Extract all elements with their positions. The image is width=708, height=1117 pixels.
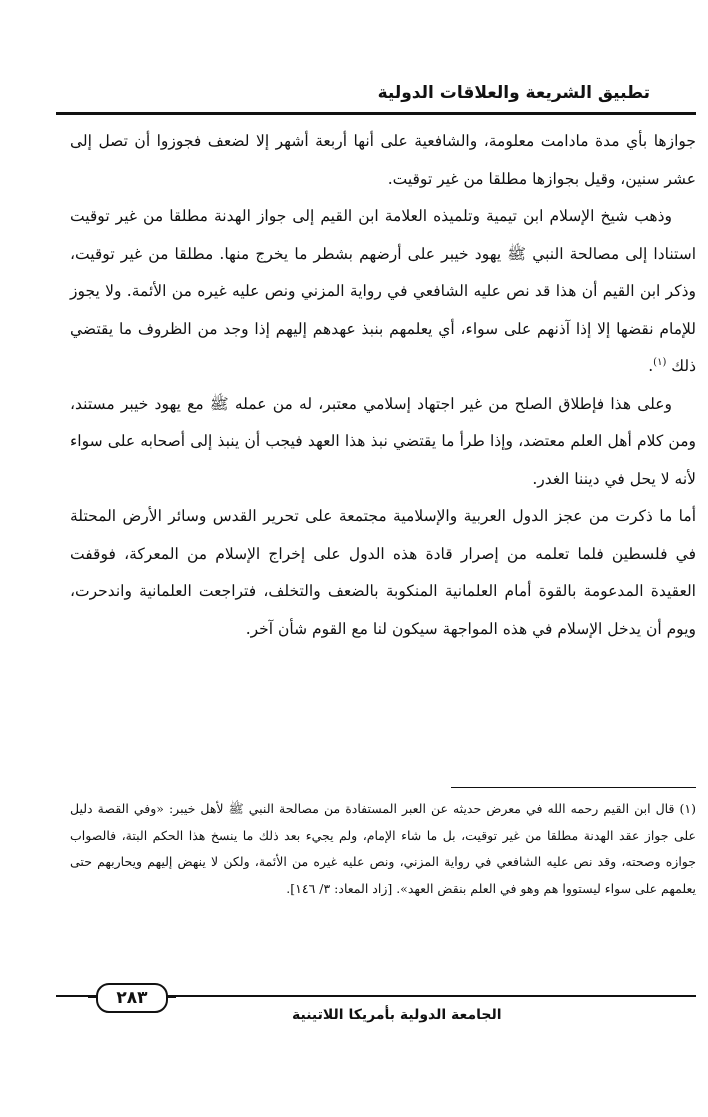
footnote xyxy=(70,796,696,902)
footnote-reference: (١) xyxy=(653,356,667,368)
footer-institution: الجامعة الدولية بأمريكا اللاتينية xyxy=(292,1007,502,1023)
footnote-separator xyxy=(451,787,696,788)
footnote-text: (١) قال ابن القيم رحمه الله في معرض حديثه عن العبر المستفادة من مصالحة النبي ﷺ لأهل خيبر: «وفي القصة دليل على جواز عقد الهدنة مطلقا من غير توقيت، بل ما شاء الإمام، ولم يجيء بعد ذلك ما ينسخ هذا الحكم البتة، فالصواب جوازه وصحته، وقد نص عليه الشافعي في رواية المزني، ونص عليه غيره من الأئمة، ولكن لا ينهض إليهم ويحاربهم حتى يعلمهم على سواء ليستووا هم وهو في العلم بنقض العهد». [زاد المعاد: ٣/ ١٤٦]. xyxy=(70,801,696,896)
paragraph-1: جوازها بأي مدة مادامت معلومة، والشافعية على أنها أربعة أشهر إلا لضعف فجوزوا أن تصل إلى عشر سنين، وقيل بجوازها مطلقا من غير توقيت. xyxy=(70,132,696,188)
running-header-title: تطبيق الشريعة والعلاقات الدولية xyxy=(377,83,650,103)
paragraph-2: وذهب شيخ الإسلام ابن تيمية وتلميذه العلامة ابن القيم إلى جواز الهدنة مطلقا من غير توقيت استنادا إلى مصالحة النبي ﷺ يهود خيبر على أرضهم بشطر ما يخرج منها. مطلقا من غير توقيت، وذكر ابن القيم أن هذا قد نص عليه الشافعي في رواية المزني ونص عليه غيره من الأئمة. ولا يجوز للإمام نقضها إلا إذا آذنهم على سواء، أي يعلمهم بنبذ عهدهم إليهم إذا وجد من الظروف ما يقتضي ذلك $^{(١)}$. xyxy=(70,207,696,375)
header-rule xyxy=(56,112,696,115)
paragraph-3: وعلى هذا فإطلاق الصلح من غير اجتهاد إسلامي معتبر، له من عمله ﷺ مع يهود خيبر مستند، ومن كلام أهل العلم معتضد، وإذا طرأ ما يقتضي نبذ هذا العهد فيجب أن ينبذ إلى أصحابه على سواء لأنه لا يحل في ديننا الغدر. xyxy=(70,394,696,488)
paragraph-2-text: وذهب شيخ الإسلام ابن تيمية وتلميذه العلامة ابن القيم إلى جواز الهدنة مطلقا من غير توقيت استنادا إلى مصالحة النبي ﷺ يهود خيبر على أرضهم بشطر ما يخرج منها. مطلقا من غير توقيت، وذكر ابن القيم أن هذا قد نص عليه الشافعي في رواية المزني ونص عليه غيره من الأئمة. ولا يجوز للإمام نقضها إلا إذا آذنهم على سواء، أي يعلمهم بنبذ عهدهم إليهم إذا وجد من الظروف ما يقتضي ذلك xyxy=(70,207,696,375)
paragraph-4: أما ما ذكرت من عجز الدول العربية والإسلامية مجتمعة على تحرير القدس وسائر الأرض المحتلة في فلسطين فلما تعلمه من إصرار قادة هذه الدول على إخراج الإسلام من المعركة، فوقفت العقيدة المدعومة بالقوة أمام العلمانية المنكوبة بالضعف والتخلف، فتراجعت العلمانية واندحرت، ويوم أن يدخل الإسلام في هذه المواجهة سيكون لنا مع القوم شأن آخر. xyxy=(70,507,696,638)
page-number: ٢٨٣ xyxy=(96,983,168,1013)
main-text xyxy=(70,123,696,648)
